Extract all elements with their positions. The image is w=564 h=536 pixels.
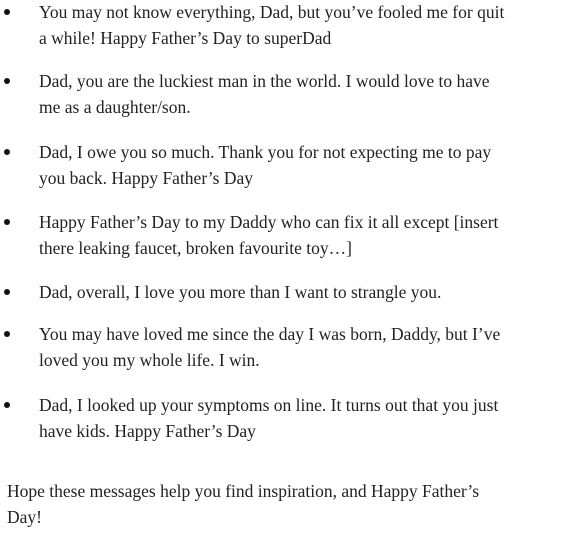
list-item: [39, 139, 564, 191]
closing-paragraph: [7, 478, 564, 530]
bullet-icon: [4, 219, 10, 225]
bullet-icon: [4, 9, 10, 15]
list-item-line: loved you my whole life. I win.: [39, 350, 260, 370]
bullet-icon: [4, 149, 10, 155]
list-item: [39, 209, 564, 261]
list-item-line: you back. Happy Father’s Day: [39, 168, 253, 188]
list-item-line: me as a daughter/son.: [39, 97, 191, 117]
list-item: [39, 392, 564, 444]
list-item-line: Happy Father’s Day to my Daddy who can fix it all except [insert: [39, 212, 499, 232]
list-item-line: Dad, overall, I love you more than I want to strangle you.: [39, 282, 442, 302]
bullet-icon: [4, 289, 10, 295]
closing-line: Hope these messages help you find inspiration, and Happy Father’s: [7, 481, 480, 501]
list-item-line: You may not know everything, Dad, but you’ve fooled me for quit: [39, 2, 505, 22]
list-item-line: Dad, I owe you so much. Thank you for not expecting me to pay: [39, 142, 492, 162]
list-item: [39, 279, 564, 305]
list-item-line: there leaking faucet, broken favourite toy…]: [39, 238, 352, 258]
list-item-line: have kids. Happy Father’s Day: [39, 421, 256, 441]
list-item: [39, 321, 564, 373]
bullet-icon: [4, 78, 10, 84]
closing-line: Day!: [7, 507, 42, 527]
list-item-line: You may have loved me since the day I was born, Daddy, but I’ve: [39, 324, 501, 344]
bullet-icon: [4, 402, 10, 408]
list-item-line: a while! Happy Father’s Day to superDad: [39, 28, 332, 48]
list-item-line: Dad, you are the luckiest man in the world. I would love to have: [39, 71, 490, 91]
list-item: [39, 0, 564, 51]
list-item: [39, 68, 564, 120]
list-item-line: Dad, I looked up your symptoms on line. It turns out that you just: [39, 395, 499, 415]
bullet-icon: [4, 331, 10, 337]
